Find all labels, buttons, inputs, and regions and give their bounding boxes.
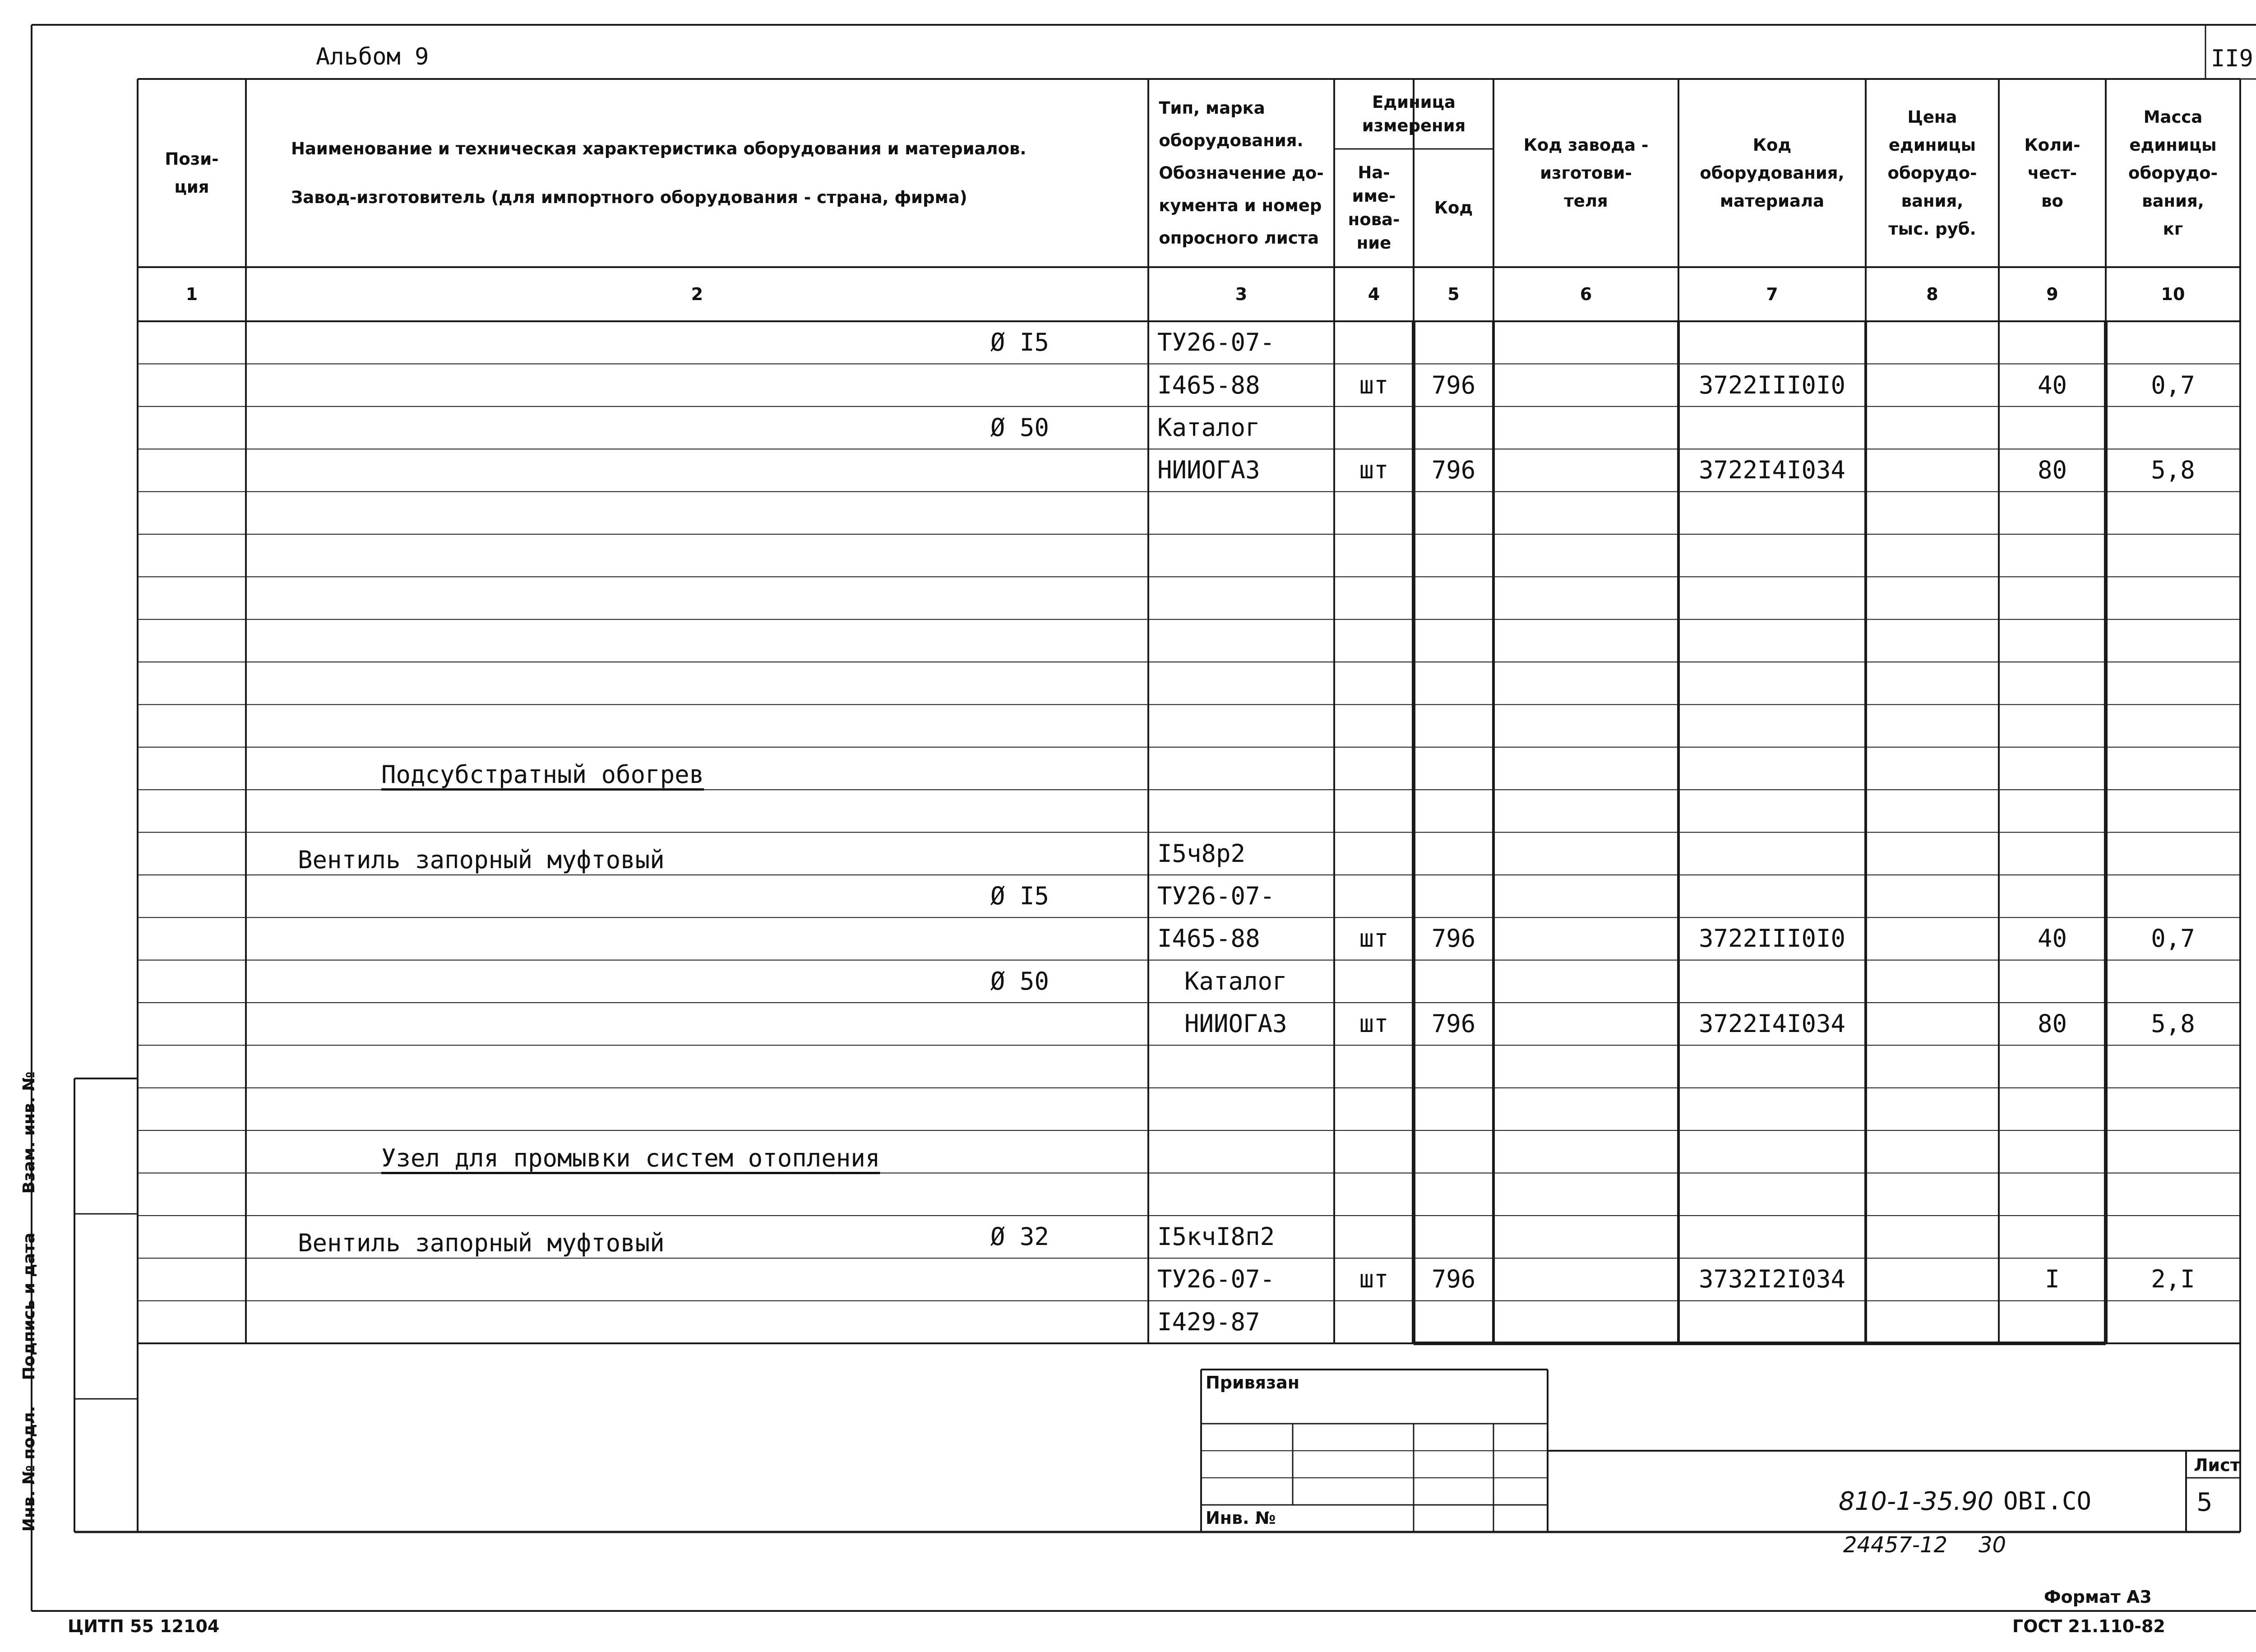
row-1-diameter [970, 321, 1148, 364]
row-4-unit [1334, 449, 1414, 491]
row-17-mass [2106, 1003, 2240, 1045]
row-4-type-text: НИИОГАЗ [1157, 456, 1260, 485]
row-22-name-text: Вентиль запорный муфтовый [298, 1229, 665, 1258]
row-23-material-code-text: 3732I2I034 [1698, 1265, 1846, 1294]
row-23-quantity-text: I [2045, 1265, 2060, 1294]
row-14-diameter [970, 875, 1148, 917]
footer-gost: ГОСТ 21.110-82 [2012, 1616, 2165, 1636]
row-2-unit-code-text: 796 [1431, 370, 1476, 399]
row-16-diameter-text: Ø 50 [990, 967, 1049, 995]
row-15-material-code [1678, 917, 1866, 960]
column-number-4-text: 4 [1368, 284, 1380, 304]
row-17-quantity [1999, 1003, 2106, 1045]
row-14-type-text: ТУ26-07- [1157, 882, 1275, 911]
row-22-diameter-text: Ø 32 [990, 1222, 1049, 1251]
row-4-type [1148, 449, 1334, 491]
column-header-8-text: Цена единицы оборудо- вания, тыс. руб. [1887, 107, 1977, 239]
row-2-material-code [1678, 364, 1866, 406]
column-number-8-text: 8 [1926, 284, 1938, 304]
row-23-type [1148, 1258, 1334, 1300]
row-23-mass [2106, 1258, 2240, 1300]
row-15-quantity [1999, 917, 2106, 960]
column-header-3 [1148, 79, 1334, 267]
column-number-7 [1678, 267, 1866, 321]
row-17-unit-text: шт [1359, 1009, 1389, 1038]
row-17-mass-text: 5,8 [2151, 1009, 2195, 1038]
column-number-5 [1414, 267, 1493, 321]
row-4-quantity-text: 80 [2037, 456, 2067, 485]
row-22-diameter [970, 1216, 1148, 1258]
privyazan-label: Привязан [1206, 1373, 1300, 1393]
row-20-name [246, 1130, 1148, 1173]
row-15-unit-code [1414, 917, 1493, 960]
column-header-10 [2106, 79, 2240, 267]
row-2-type [1148, 364, 1334, 406]
row-4-mass [2106, 449, 2240, 491]
column-number-2 [246, 267, 1148, 321]
row-4-unit-text: шт [1359, 456, 1389, 485]
row-2-unit [1334, 364, 1414, 406]
row-2-unit-code [1414, 364, 1493, 406]
row-17-unit-code-text: 796 [1431, 1009, 1476, 1038]
column-header-6-text: Код завода - изготови- теля [1523, 135, 1649, 211]
replace-inv-stamp: Взам. инв. № [20, 1071, 38, 1194]
column-number-2-text: 2 [691, 284, 703, 304]
row-4-unit-code [1414, 449, 1493, 491]
row-16-diameter [970, 960, 1148, 1003]
row-23-type-text: ТУ26-07- [1157, 1265, 1275, 1294]
archive-number: 24457-12 [1843, 1532, 1948, 1558]
row-23-unit [1334, 1258, 1414, 1300]
footer-format: Формат А3 [2044, 1587, 2152, 1607]
row-4-mass-text: 5,8 [2151, 456, 2195, 485]
row-17-type-text: НИИОГАЗ [1184, 1009, 1287, 1038]
row-3-diameter [970, 407, 1148, 449]
column-header-1 [138, 79, 246, 267]
column-number-6 [1493, 267, 1678, 321]
original-inv-stamp: Инв. № подл. [20, 1406, 38, 1532]
column-header-7-text: Код оборудования, материала [1700, 135, 1845, 211]
unit-group-header [1334, 79, 1493, 149]
row-17-unit [1334, 1003, 1414, 1045]
row-2-quantity [1999, 364, 2106, 406]
row-24-type [1148, 1301, 1334, 1343]
album-label: Альбом 9 [316, 43, 429, 70]
row-23-unit-code-text: 796 [1431, 1265, 1476, 1294]
column-number-7-text: 7 [1766, 284, 1778, 304]
column-header-3-text: Тип, марка оборудования. Обозначение до- кумента и номер опросного листа [1159, 98, 1324, 248]
row-15-unit-text: шт [1359, 924, 1389, 953]
row-17-type [1148, 1003, 1334, 1045]
row-1-diameter-text: Ø I5 [990, 328, 1049, 357]
row-3-diameter-text: Ø 50 [990, 413, 1049, 442]
row-23-mass-text: 2,I [2151, 1265, 2195, 1294]
row-15-unit-code-text: 796 [1431, 924, 1476, 953]
sheet-label: Лист [2194, 1455, 2240, 1475]
column-number-1 [138, 267, 246, 321]
column-number-9-text: 9 [2046, 284, 2058, 304]
column-header-4 [1334, 149, 1414, 267]
column-header-2-text: Наименование и техническая характеристика оборудования и материалов. Завод-изготовитель (для импортного оборудования - страна, фирма) [291, 139, 1026, 207]
archive-sheet: 30 [1979, 1532, 2006, 1558]
row-15-type [1148, 917, 1334, 960]
row-3-type-text: Каталог [1157, 413, 1260, 442]
column-header-9-text: Коли- чест- во [2024, 135, 2080, 211]
row-17-quantity-text: 80 [2037, 1009, 2067, 1038]
row-11-name [246, 747, 1148, 790]
row-2-unit-text: шт [1359, 370, 1389, 399]
row-14-diameter-text: Ø I5 [990, 882, 1049, 911]
column-number-9 [1999, 267, 2106, 321]
row-1-type [1148, 321, 1334, 364]
row-3-type [1148, 407, 1334, 449]
row-23-unit-code [1414, 1258, 1493, 1300]
row-4-material-code [1678, 449, 1866, 491]
row-15-mass [2106, 917, 2240, 960]
row-13-name [246, 833, 1148, 875]
footer-publisher: ЦИТП 55 12104 [68, 1616, 220, 1636]
unit-group-header-text: Единица измерения [1362, 92, 1466, 135]
column-header-5 [1414, 149, 1493, 267]
inv-no-label: Инв. № [1206, 1508, 1276, 1528]
column-header-2 [246, 79, 1148, 267]
row-11-name-text: Подсубстратный обогрев [381, 760, 704, 789]
column-number-10-text: 10 [2161, 284, 2185, 304]
row-2-quantity-text: 40 [2037, 370, 2067, 399]
column-number-1-text: 1 [185, 284, 198, 304]
row-22-type-text: I5кчI8п2 [1157, 1222, 1275, 1251]
row-15-material-code-text: 3722III0I0 [1698, 924, 1846, 953]
row-15-unit [1334, 917, 1414, 960]
row-23-quantity [1999, 1258, 2106, 1300]
row-22-type [1148, 1216, 1334, 1258]
row-15-quantity-text: 40 [2037, 924, 2067, 953]
sheet-number: 5 [2196, 1488, 2213, 1517]
column-header-10-text: Масса единицы оборудо- вания, кг [2128, 107, 2218, 239]
signature-date-stamp: Подпись и дата [20, 1232, 38, 1380]
row-23-material-code [1678, 1258, 1866, 1300]
row-15-mass-text: 0,7 [2151, 924, 2195, 953]
column-number-5-text: 5 [1447, 284, 1460, 304]
column-header-4-text: На- име- нова- ние [1348, 163, 1400, 253]
row-14-type [1148, 875, 1334, 917]
column-header-5-text: Код [1434, 198, 1473, 217]
column-number-3 [1148, 267, 1334, 321]
row-24-type-text: I429-87 [1157, 1307, 1260, 1336]
document-suffix: OBI.CO [2003, 1487, 2092, 1515]
row-2-type-text: I465-88 [1157, 370, 1260, 399]
row-4-quantity [1999, 449, 2106, 491]
row-17-unit-code [1414, 1003, 1493, 1045]
column-number-3-text: 3 [1235, 284, 1248, 304]
document-designation: 810-1-35.90 [1839, 1487, 1994, 1516]
row-15-type-text: I465-88 [1157, 924, 1260, 953]
column-number-4 [1334, 267, 1414, 321]
row-13-name-text: Вентиль запорный муфтовый [298, 845, 665, 874]
row-17-material-code-text: 3722I4I034 [1698, 1009, 1846, 1038]
row-13-type-text: I5ч8р2 [1157, 839, 1246, 868]
row-16-type-text: Каталог [1184, 967, 1287, 995]
row-4-material-code-text: 3722I4I034 [1698, 456, 1846, 485]
row-23-unit-text: шт [1359, 1265, 1389, 1294]
column-header-7 [1678, 79, 1866, 267]
row-16-type [1148, 960, 1334, 1003]
column-header-6 [1493, 79, 1678, 267]
row-20-name-text: Узел для промывки систем отопления [381, 1143, 880, 1172]
row-13-type [1148, 833, 1334, 875]
row-2-mass-text: 0,7 [2151, 370, 2195, 399]
row-2-material-code-text: 3722III0I0 [1698, 370, 1846, 399]
column-header-8 [1866, 79, 1999, 267]
column-number-6-text: 6 [1580, 284, 1592, 304]
page-number: II9 [2211, 45, 2253, 72]
column-header-1-text: Пози- ция [165, 149, 219, 197]
row-1-type-text: ТУ26-07- [1157, 328, 1275, 357]
row-4-unit-code-text: 796 [1431, 456, 1476, 485]
column-header-9 [1999, 79, 2106, 267]
column-number-10 [2106, 267, 2240, 321]
row-2-mass [2106, 364, 2240, 406]
row-17-material-code [1678, 1003, 1866, 1045]
column-number-8 [1866, 267, 1999, 321]
